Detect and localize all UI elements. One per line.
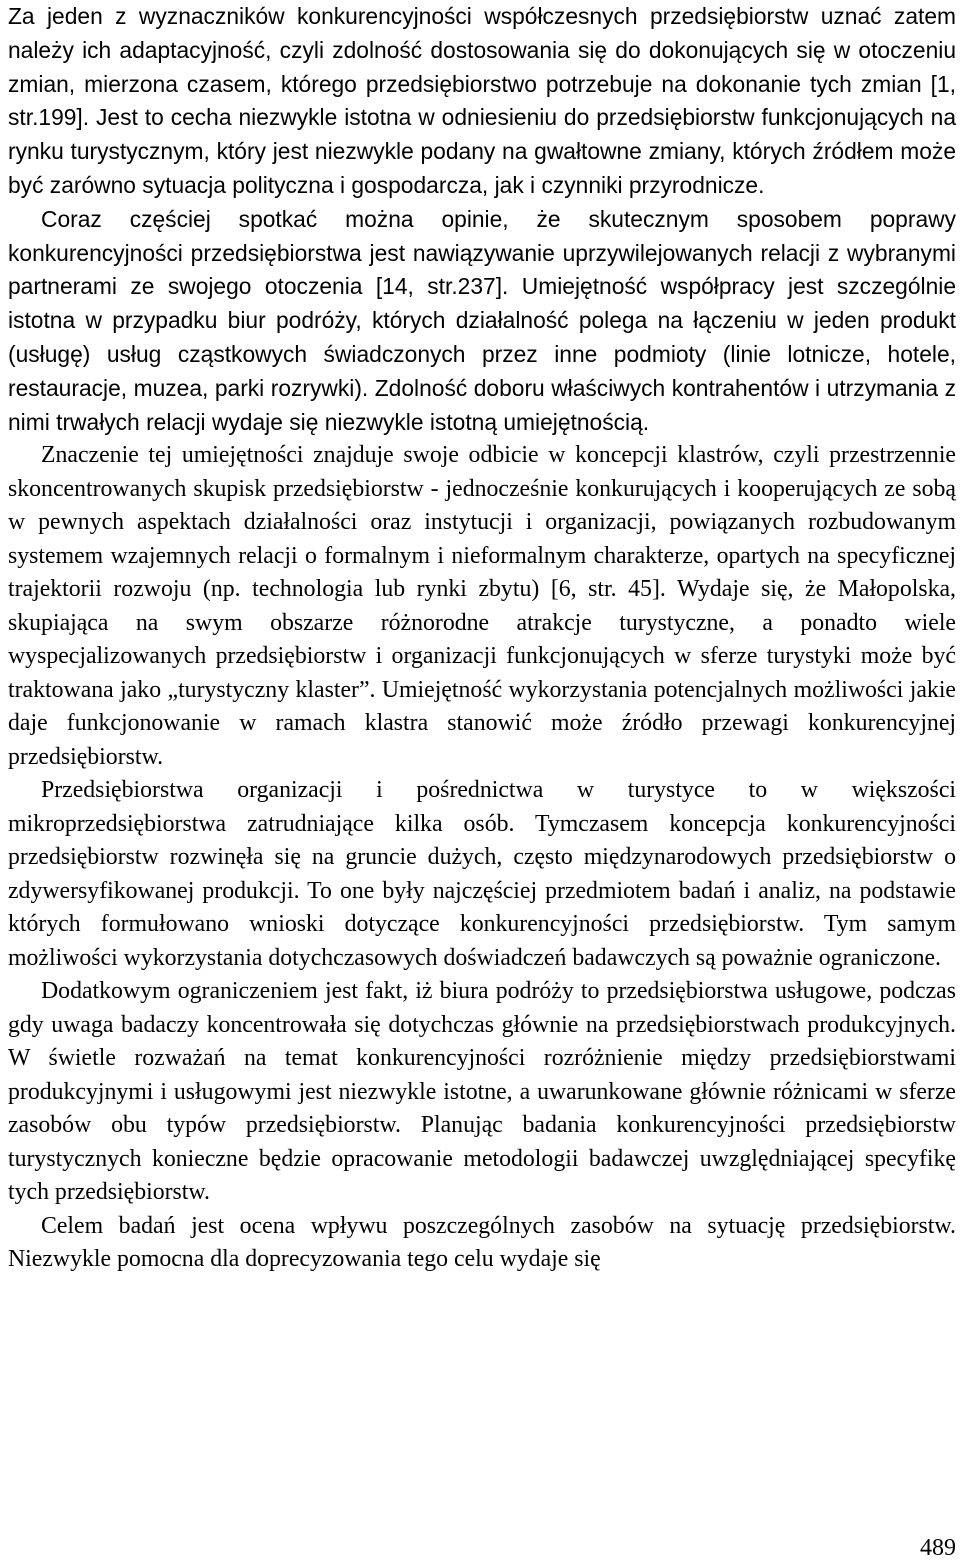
paragraph-adaptability xyxy=(8,0,956,203)
document-page xyxy=(8,0,956,1277)
paragraph-research-goal: Celem badań jest ocena wpływu poszczególnych zasobów na sytuację przedsiębiorstw. Niezwykle pomocna dla doprecyzowania tego celu wydaje się xyxy=(8,1212,956,1273)
paragraph-cooperation: Coraz częściej spotkać można opinie, że skutecznym sposobem poprawy konkurencyjności przedsiębiorstwa jest nawiązywanie uprzywilejowanych relacji z wybranymi partnerami ze swojego otoczenia [14, str.237]. Umiejętność współpracy jest szczególnie istotna w przypadku biur podróży, których działalność polega na łączeniu w jeden produkt (usługę) usług cząstkowych świadczonych przez inne podmioty (linie lotnicze, hotele, restauracje, muzea, parki rozrywki). Zdolność doboru właściwych kontrahentów i utrzymania z nimi trwałych relacji wydaje się niezwykle istotną umiejętnością. xyxy=(8,205,956,435)
paragraph-clusters: Znaczenie tej umiejętności znajduje swoje odbicie w koncepcji klastrów, czyli przestrzennie skoncentrowanych skupisk przedsiębiorstw - jednocześnie konkurujących i kooperujących ze sobą w pewnych aspektach działalności oraz instytucji i organizacji, powiązanych rozbudowanym systemem wzajemnych relacji o formalnym i nieformalnym charakterze, opartych na specyficznej trajektorii rozwoju (np. technologia lub rynki zbytu) [6, str. 45]. Wydaje się, że Małopolska, skupiająca na swym obszarze różnorodne atrakcje turystyczne, a ponadto wiele wyspecjalizowanych przedsiębiorstw i organizacji funkcjonujących w sferze turystyki może być traktowana jako „turystyczny klaster”. Umiejętność wykorzystania potencjalnych możliwości jakie daje funkcjonowanie w ramach klastra stanowić może źródło przewagi konkurencyjnej przedsiębiorstw. xyxy=(8,442,956,770)
paragraph-service-enterprises: Dodatkowym ograniczeniem jest fakt, iż biura podróży to przedsiębiorstwa usługowe, podczas gdy uwaga badaczy koncentrowała się dotychczas głównie na przedsiębiorstwach produkcyjnych. W świetle rozważań na temat konkurencyjności rozróżnienie między przedsiębiorstwami produkcyjnymi i usługowymi jest niezwykle istotne, a uwarunkowane głównie różnicami w sferze zasobów obu typów przedsiębiorstw. Planując badania konkurencyjności przedsiębiorstw turystycznych konieczne będzie opracowanie metodologii badawczej uwzględniającej specyfikę tych przedsiębiorstw. xyxy=(8,978,956,1206)
paragraph-adaptability-part1: Za jeden z wyznaczników konkurencyjności współczesnych przedsiębiorstw uznać zatem należy ich adaptacyjność, czyli zdolność dostosowania się do dokonujących się w otoczeniu zmian, mierzona czasem, którego przedsiębiorstwo potrzebuje na dokonanie tych zmian [1, str.199]. xyxy=(8,3,956,131)
paragraph-adaptability-part2: Jest to cecha niezwykle istotna w odniesieniu do przedsiębiorstw funkcjonujących na rynku turystycznym, który jest niezwykle podany na gwałtowne zmiany, których źródłem może być zarówno sytuacja polityczna i gospodarcza, jak i czynniki przyrodnicze. xyxy=(8,104,956,198)
page-number: 489 xyxy=(920,1535,956,1561)
paragraph-microenterprises: Przedsiębiorstwa organizacji i pośrednictwa w turystyce to w większości mikroprzedsiębiorstwa zatrudniające kilka osób. Tymczasem koncepcja konkurencyjności przedsiębiorstw rozwinęła się na gruncie dużych, często międzynarodowych przedsiębiorstw o zdywersyfikowanej produkcji. To one były najczęściej przedmiotem badań i analiz, na podstawie których formułowano wnioski dotyczące konkurencyjności przedsiębiorstw. Tym samym możliwości wykorzystania dotychczasowych doświadczeń badawczych są poważnie ograniczone. xyxy=(8,777,956,971)
